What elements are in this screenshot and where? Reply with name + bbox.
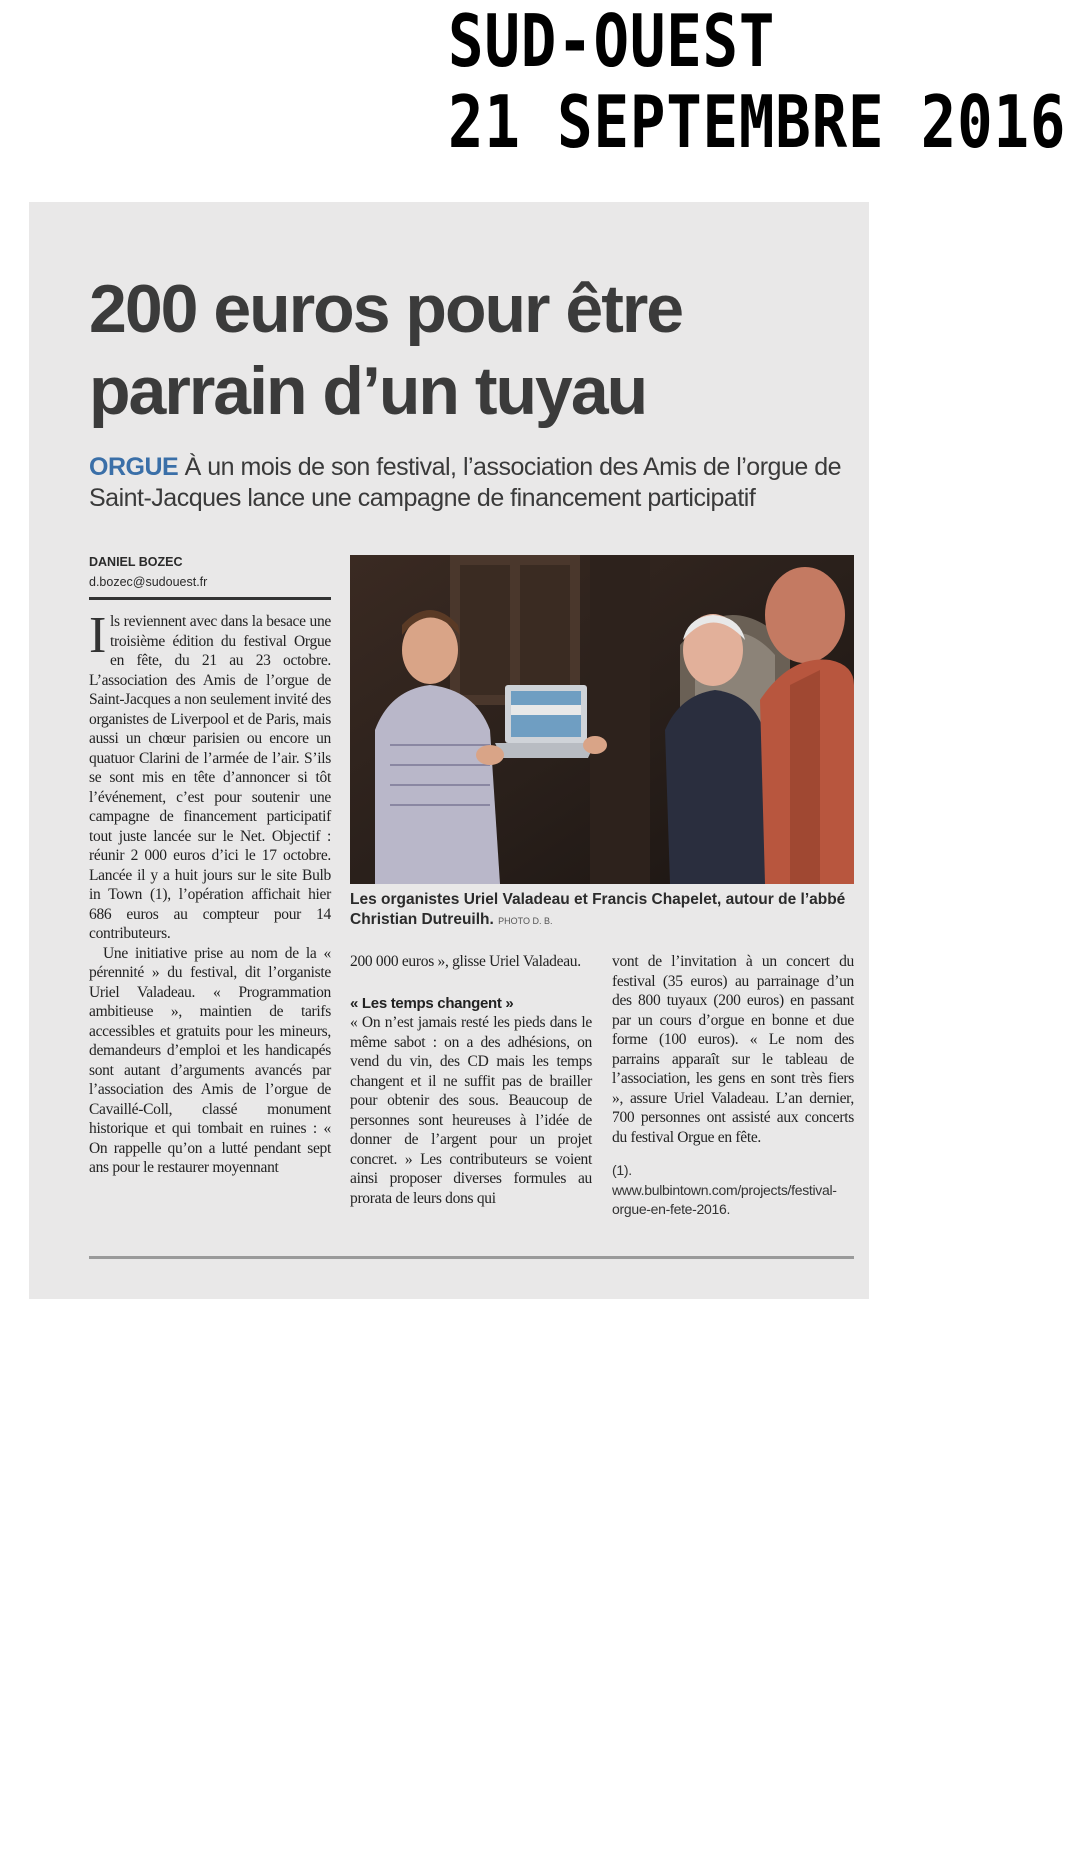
standfirst bbox=[89, 452, 849, 514]
paragraph bbox=[89, 607, 331, 944]
paragraph: « On n’est jamais resté les pieds dans le même sabot : on a des adhésions, on vend du vin, des CD mais les temps changent et il ne suffit pas de brailler pour obtenir des sous. Beaucoup de personnes sont heureuses à l’idée de donner de l’argent pour un projet concret. » Les contributeurs se voient ainsi proposer diverses formules au prorata de leurs dons qui bbox=[350, 1014, 592, 1207]
article-photo bbox=[350, 555, 854, 884]
drop-cap: I bbox=[89, 607, 107, 664]
caption-text: Les organistes Uriel Valadeau et Francis Chapelet, autour de l’abbé Christian Dutreuilh. bbox=[350, 891, 846, 928]
author-email: d.bozec@sudouest.fr bbox=[89, 575, 208, 589]
footnote-link: (1). www.bulbintown.com/projects/festival-orgue-en-fete-2016. bbox=[612, 1162, 837, 1217]
subheading: « Les temps changent » bbox=[350, 994, 514, 1012]
paragraph-text: ls reviennent avec dans la besace une troisième édition du festival Orgue en fête, du 21 au 23 octobre. L’association des Amis de l’orgue de Saint-Jacques a non seulement invité des organistes de Liverpool et de Paris, mais aussi un chœur parisien ou encore un quatuor Clarini de l’armée de l’air. S’ils se sont mis en tête d’annoncer si tôt l’événement, c’est pour soutenir une campagne de financement participatif tout juste lancée sur le Net. Objectif : réunir 2 000 euros d’ici le 17 octobre. Lancée il y a huit jours sur le site Bulb in Town (1), l’opération affichait hier 686 euros au compteur pour 14 contributeurs. bbox=[89, 613, 331, 942]
publication-name: SUD-OUEST bbox=[448, 0, 776, 83]
column-2 bbox=[350, 952, 592, 1208]
column-1 bbox=[89, 607, 331, 1178]
photo-illustration bbox=[350, 555, 854, 884]
bottom-rule bbox=[89, 1256, 854, 1259]
publication-date: 21 SEPTEMBRE 2016 bbox=[448, 80, 1066, 164]
headline: 200 euros pour être parrain d’un tuyau bbox=[89, 271, 683, 429]
photo-caption bbox=[350, 890, 854, 931]
paragraph: 200 000 euros », glisse Uriel Valadeau. bbox=[350, 953, 581, 970]
paragraph: Une initiative prise au nom de la « pérennité » du festival, dit l’organiste Uriel Valadeau. « Programmation ambitieuse », maintien de tarifs accessibles et gratuits pour les mineurs, demandeurs d’emploi et les handicapés sont autant d’arguments avancés par l’association des Amis de l’orgue de Cavaillé-Coll, classé monument historique et qui tombait en ruines : « On rappelle qu’on a lutté pendant sept ans pour le restaurer moyennant bbox=[89, 944, 331, 1176]
author-name: DANIEL BOZEC bbox=[89, 555, 183, 569]
masthead bbox=[448, 2, 1066, 164]
paragraph: vont de l’invitation à un concert du festival (35 euros) au parrainage d’un des 800 tuyaux (200 euros) en passant par un cours d’orgue en bonne et due forme (100 euros). « Le nom des parrains apparaît sur le tableau de l’association, les gens en sont très fiers », assure Uriel Valadeau. L’an dernier, 700 personnes ont assisté aux concerts du festival Orgue en fête. bbox=[612, 953, 854, 1146]
newspaper-clipping bbox=[29, 202, 869, 1299]
column-3 bbox=[612, 952, 854, 1220]
standfirst-text: À un mois de son festival, l’association des Amis de l’orgue de Saint-Jacques lance une campagne de financement participatif bbox=[89, 453, 841, 512]
photo-credit: PHOTO D. B. bbox=[498, 916, 553, 926]
byline bbox=[89, 552, 331, 600]
kicker: ORGUE bbox=[89, 453, 179, 481]
